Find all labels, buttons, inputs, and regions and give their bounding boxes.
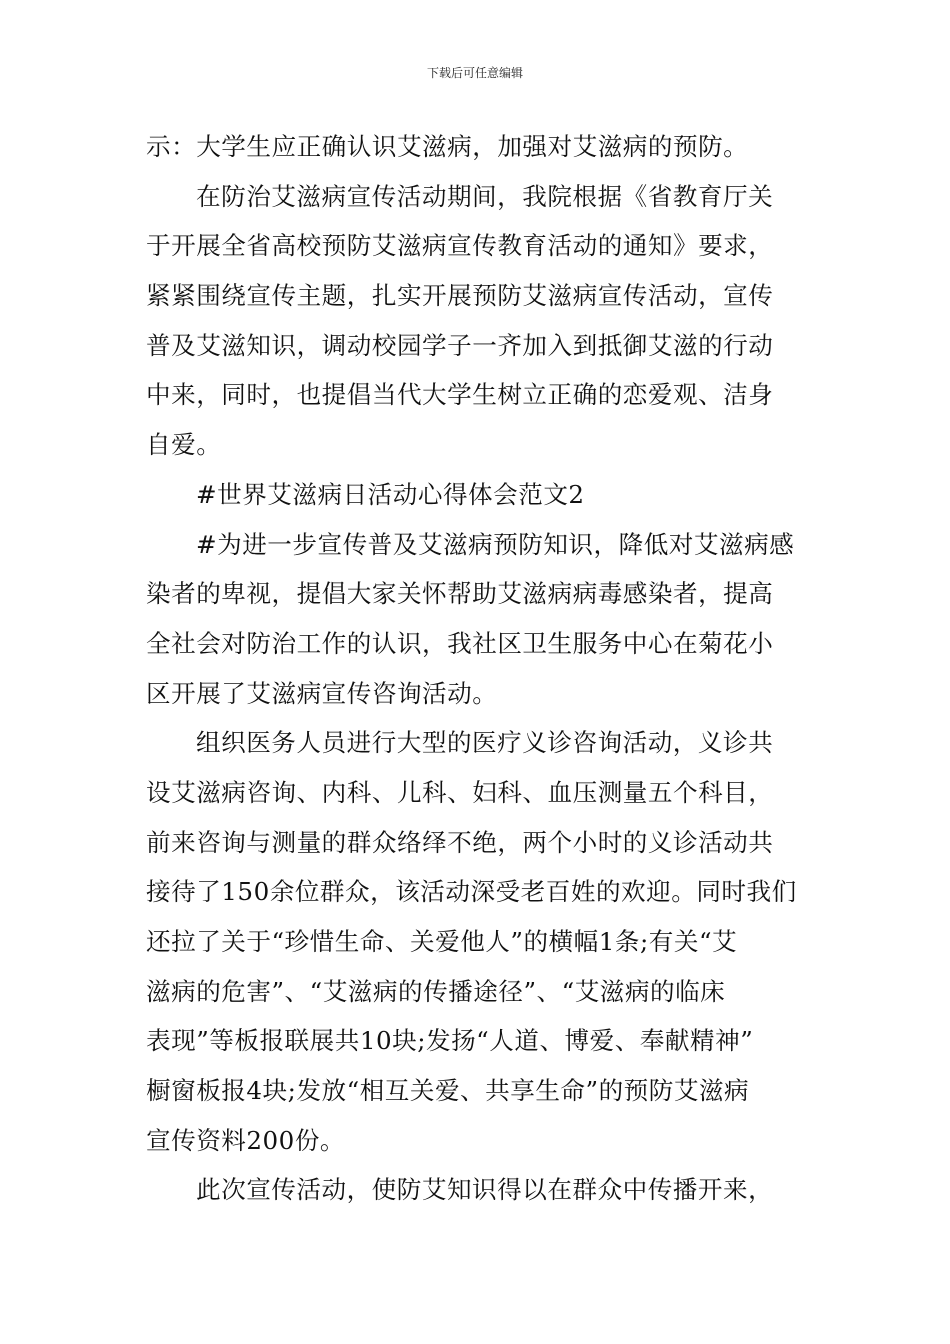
document-body (146, 122, 810, 1215)
text-line-20: 橱窗板报4块;发放“相互关爱、共享生命”的预防艾滋病 (146, 1076, 750, 1106)
text-line-16: 接待了150余位群众，该活动深受老百姓的欢迎。同时我们 (146, 877, 797, 907)
text-line-21: 宣传资料200份。 (146, 1125, 346, 1155)
text-line-1: 示：大学生应正确认识艾滋病，加强对艾滋病的预防。 (146, 132, 749, 161)
text-line-15: 前来咨询与测量的群众络绎不绝，两个小时的义诊活动共 (146, 827, 774, 857)
text-line-2: 在防治艾滋病宣传活动期间，我院根据《省教育厅关 (196, 181, 774, 211)
text-line-14: 设艾滋病咨询、内科、儿科、妇科、血压测量五个科目， (146, 777, 774, 807)
text-line-6: 中来，同时，也提倡当代大学生树立正确的恋爱观、洁身 (146, 380, 774, 410)
text-line-3: 于开展全省高校预防艾滋病宣传教育活动的通知》要求， (146, 231, 774, 261)
text-line-11: 全社会对防治工作的认识，我社区卫生服务中心在菊花小 (146, 628, 774, 658)
text-line-10: 染者的卑视，提倡大家关怀帮助艾滋病病毒感染者，提高 (146, 579, 774, 609)
text-line-12: 区开展了艾滋病宣传咨询活动。 (146, 678, 498, 708)
text-line-7: 自爱。 (146, 430, 222, 460)
text-line-19: 表现”等板报联展共10块;发扬“人道、博爱、奉献精神” (146, 1026, 754, 1056)
text-line-5: 普及艾滋知识，调动校园学子一齐加入到抵御艾滋的行动 (146, 330, 774, 360)
page-header: 下载后可任意编辑 (426, 66, 523, 80)
text-line-13: 组织医务人员进行大型的医疗义诊咨询活动，义诊共 (196, 728, 774, 758)
text-line-4: 紧紧围绕宣传主题，扎实开展预防艾滋病宣传活动，宣传 (146, 281, 774, 311)
text-line-18: 滋病的危害”、“艾滋病的传播途径”、“艾滋病的临床 (146, 976, 726, 1006)
section-heading: #世界艾滋病日活动心得体会范文2 (196, 479, 585, 509)
text-line-17: 还拉了关于“珍惜生命、关爱他人”的横幅1条;有关“艾 (146, 927, 738, 956)
text-line-22: 此次宣传活动，使防艾知识得以在群众中传播开来， (196, 1175, 774, 1205)
text-line-9: #为进一步宣传普及艾滋病预防知识，降低对艾滋病感 (196, 529, 795, 559)
